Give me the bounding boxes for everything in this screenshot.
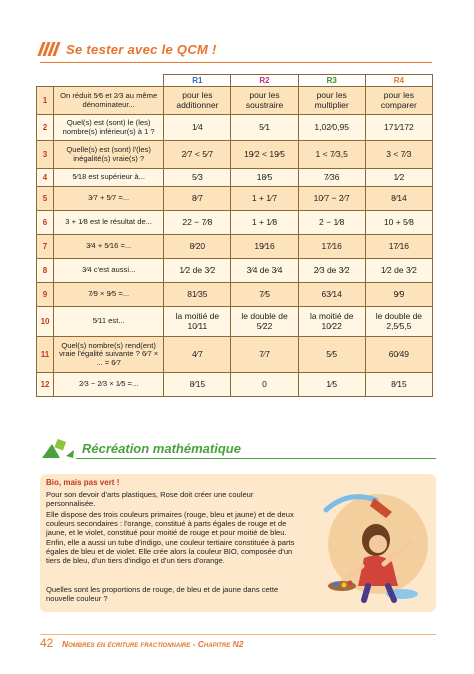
answer-r1: 4⁄7	[164, 337, 231, 373]
answer-r2: 0	[231, 373, 298, 397]
answer-r1: 8⁄7	[164, 187, 231, 211]
recreation-rule	[76, 458, 436, 459]
answer-r1: 2⁄7 < 5⁄7	[164, 141, 231, 169]
question-text: 7⁄9 × 9⁄5 =...	[54, 283, 164, 307]
answer-r1: 8⁄15	[164, 373, 231, 397]
table-row	[37, 211, 433, 235]
answer-r4: pour les comparer	[365, 87, 432, 115]
answer-r4: 3 < 7⁄3	[365, 141, 432, 169]
answer-r2: 18⁄5	[231, 169, 298, 187]
header	[40, 40, 217, 58]
answer-r3: 17⁄16	[298, 235, 365, 259]
box-title: Bio, mais pas vert !	[46, 478, 120, 487]
answer-r1: 8⁄20	[164, 235, 231, 259]
paragraph-2: Elle dispose des trois couleurs primaires (rouge, bleu et jaune) et de deux couleurs secondaires : l'orange, constitué à parts égales de rouge et de jaune, et le violet, constitué pour moitié de rouge et pour moitié de bleu. Enfin, elle a aussi un tube d'indigo, une couleur tertiaire constituée à parts égales de bleu et de violet. Elle crée alors la couleur BIO, composée d'un tiers de bleu, d'un tiers d'indigo et d'un tiers d'orange.	[46, 510, 295, 566]
girl-painting-illustration	[318, 482, 430, 606]
answer-r3: 2 − 1⁄8	[298, 211, 365, 235]
question-text: On réduit 5⁄6 et 2⁄3 au même dénominateur...	[54, 87, 164, 115]
answer-r4: 171⁄172	[365, 115, 432, 141]
answer-r1: la moitié de 10⁄11	[164, 307, 231, 337]
answer-r2: 1 + 1⁄7	[231, 187, 298, 211]
question-number: 8	[37, 259, 54, 283]
answer-r4: 60⁄49	[365, 337, 432, 373]
column-header-r2: R2	[231, 75, 298, 87]
answer-r2: 19⁄2 < 19⁄5	[231, 141, 298, 169]
question-number: 6	[37, 211, 54, 235]
answer-r3: 1,02⁄0,95	[298, 115, 365, 141]
answer-r1: pour les additionner	[164, 87, 231, 115]
table-row	[37, 87, 433, 115]
answer-r4: 1⁄2	[365, 169, 432, 187]
table-row	[37, 307, 433, 337]
table-row	[37, 283, 433, 307]
question-text: Quel(s) nombre(s) rend(ent) vraie l'égalité suivante ? 6⁄7 × ... = 6⁄7	[54, 337, 164, 373]
recreation-title: Récréation mathématique	[82, 440, 241, 456]
question-number: 10	[37, 307, 54, 337]
question-text: Quelle(s) est (sont) l'(les) inégalité(s) vraie(s) ?	[54, 141, 164, 169]
answer-r3: la moitié de 10⁄22	[298, 307, 365, 337]
answer-r4: 9⁄9	[365, 283, 432, 307]
answer-r2: 1 + 1⁄8	[231, 211, 298, 235]
answer-r2: 19⁄16	[231, 235, 298, 259]
column-header-r4: R4	[365, 75, 432, 87]
table-row	[37, 169, 433, 187]
paragraph-3: Quelles sont les proportions de rouge, de bleu et de jaune dans cette nouvelle couleur ?	[46, 585, 279, 604]
table-row	[37, 141, 433, 169]
table-row	[37, 115, 433, 141]
answer-r3: pour les multiplier	[298, 87, 365, 115]
answer-r4: le double de 2,5⁄5,5	[365, 307, 432, 337]
footer-chapter: Nombres en écriture fractionnaire - Chapitre N2	[62, 639, 244, 649]
answer-r2: 7⁄7	[231, 337, 298, 373]
table-row	[37, 373, 433, 397]
question-text: Quel(s) est (sont) le (les) nombre(s) inférieur(s) à 1 ?	[54, 115, 164, 141]
question-text: 3⁄7 + 5⁄7 =...	[54, 187, 164, 211]
answer-r2: 7⁄5	[231, 283, 298, 307]
column-header-r1: R1	[164, 75, 231, 87]
answer-r3: 2⁄3 de 3⁄2	[298, 259, 365, 283]
page-title: Se tester avec le QCM !	[66, 41, 217, 57]
question-text: 3⁄4 c'est aussi...	[54, 259, 164, 283]
question-number: 3	[37, 141, 54, 169]
answer-r2: 5⁄1	[231, 115, 298, 141]
shapes-icon	[40, 436, 76, 460]
answer-r1: 1⁄4	[164, 115, 231, 141]
question-number: 11	[37, 337, 54, 373]
column-header-r3: R3	[298, 75, 365, 87]
answer-r4: 8⁄14	[365, 187, 432, 211]
answer-r4: 8⁄15	[365, 373, 432, 397]
answer-r2: le double de 5⁄22	[231, 307, 298, 337]
question-text: 5⁄18 est supérieur à...	[54, 169, 164, 187]
question-text: 3 + 1⁄8 est le résultat de...	[54, 211, 164, 235]
recreation-box	[40, 474, 436, 612]
question-text: 5⁄11 est...	[54, 307, 164, 337]
answer-r1: 1⁄2 de 3⁄2	[164, 259, 231, 283]
qcm-table	[36, 74, 433, 397]
question-number: 4	[37, 169, 54, 187]
answer-r1: 5⁄3	[164, 169, 231, 187]
table-row	[37, 187, 433, 211]
answer-r3: 1⁄5	[298, 373, 365, 397]
table-row	[37, 337, 433, 373]
answer-r3: 63⁄14	[298, 283, 365, 307]
question-number: 9	[37, 283, 54, 307]
answer-r2: 3⁄4 de 3⁄4	[231, 259, 298, 283]
question-number: 1	[37, 87, 54, 115]
answer-r4: 1⁄2 de 3⁄2	[365, 259, 432, 283]
table-row	[37, 235, 433, 259]
answer-r4: 10 + 5⁄8	[365, 211, 432, 235]
question-text: 3⁄4 + 5⁄16 =...	[54, 235, 164, 259]
page-number: 42	[40, 636, 54, 650]
question-number: 2	[37, 115, 54, 141]
answer-r4: 17⁄16	[365, 235, 432, 259]
answer-r3: 1 < 7⁄3,5	[298, 141, 365, 169]
table-row	[37, 259, 433, 283]
question-number: 5	[37, 187, 54, 211]
answer-r2: pour les soustraire	[231, 87, 298, 115]
answer-r1: 22 − 7⁄8	[164, 211, 231, 235]
answer-r3: 10⁄7 − 2⁄7	[298, 187, 365, 211]
question-number: 12	[37, 373, 54, 397]
answer-r3: 7⁄36	[298, 169, 365, 187]
question-number: 7	[37, 235, 54, 259]
answer-r1: 81⁄35	[164, 283, 231, 307]
paragraph-1: Pour son devoir d'arts plastiques, Rose doit créer une couleur personnalisée.	[46, 490, 254, 509]
header-rule	[40, 62, 432, 63]
footer-rule	[40, 634, 436, 635]
stripes-decoration	[40, 42, 58, 56]
answer-r3: 5⁄5	[298, 337, 365, 373]
question-text: 2⁄3 − 2⁄3 × 1⁄5 =...	[54, 373, 164, 397]
